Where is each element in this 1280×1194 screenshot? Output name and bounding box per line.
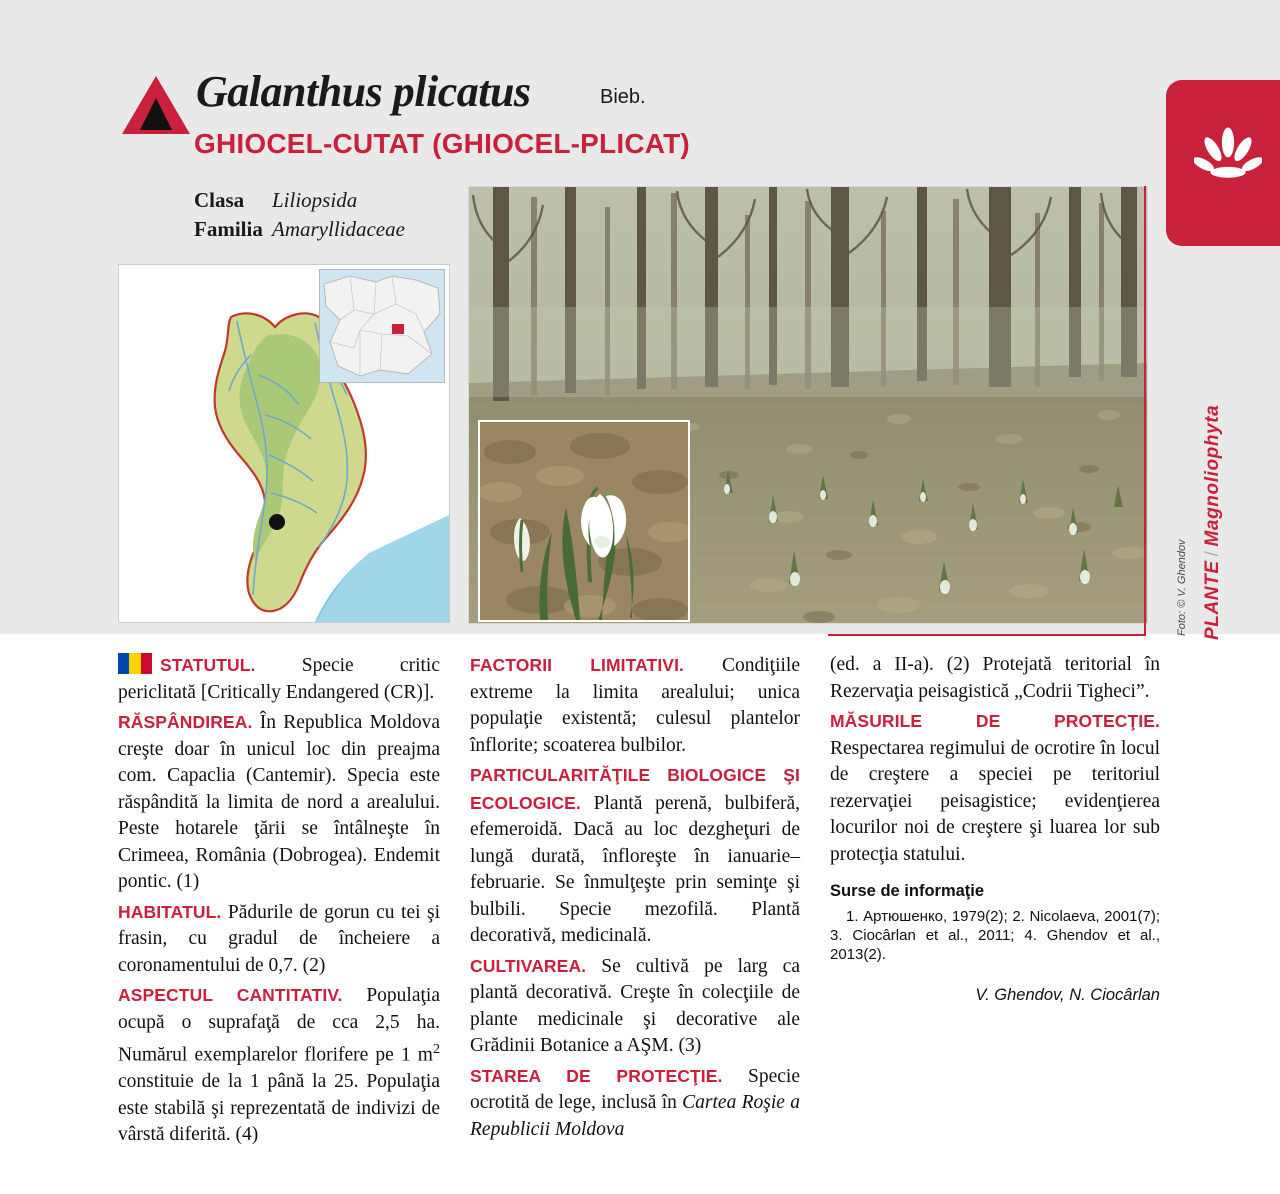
quantitative-label: ASPECTUL CANTITATIV. — [118, 985, 343, 1005]
side-section-plante: PLANTE — [1202, 560, 1223, 640]
class-label: Clasa — [194, 188, 245, 212]
taxonomy-row-family — [194, 217, 405, 246]
status-text: Specie critic periclitată [Critically Endangered (CR)]. — [118, 655, 440, 703]
protection-state-text-part2: (ed. a II-a). (2) Protejată teritorial în Rezervaţia peisagistică „Codrii Tigheci”. — [830, 654, 1160, 702]
paragraph-distribution — [118, 709, 440, 896]
protection-state-label: STAREA DE PROTECŢIE. — [470, 1065, 723, 1086]
family-value: Amaryllidaceae — [272, 217, 405, 241]
protection-measures-text: Respectarea regimului de ocrotire în locul de creştere a speciei pe teritoriul rezervaţiei peisagistice; evidenţierea locurilor noi de creştere şi luarea lor sub protecţia statului. — [830, 737, 1160, 865]
paragraph-habitat — [118, 899, 440, 980]
authors-line: V. Ghendov, N. Ciocârlan — [975, 985, 1160, 1004]
red-triangle-warning-icon — [120, 74, 192, 136]
distribution-label: RĂSPÂNDIREA. — [118, 712, 253, 732]
snowdrop-closeup-photo — [478, 420, 690, 622]
status-label: STATUTUL. — [160, 655, 256, 675]
limiting-factors-label: FACTORII LIMITATIVI. — [470, 655, 684, 675]
distribution-text: În Republica Moldova creşte doar în unicul loc din preajma com. Capaclia (Cantemir). Specia este răspândită la limita de nord a arealului. Peste hotarele ţării se întâlneşte în Crimeea, România (Dobrogea). Endemit pontic. (1) — [118, 712, 441, 892]
paragraph-status — [118, 652, 440, 706]
biological-text: Plantă perenă, bulbiferă, efemeroidă. Dacă au loc dezgheţuri de lungă durată, înfloreşte în ianuarie–februarie. Se înmulţeşte prin seminţe şi bulbili. Specie mezofilă. Plantă decorativă, medicinală. — [470, 792, 800, 946]
biological-label: PARTICULARITĂŢILE BIOLOGICE ŞI ECOLOGICE. — [470, 765, 800, 813]
common-name: GHIOCEL-CUTAT (GHIOCEL-PLICAT) — [194, 128, 690, 159]
quantitative-superscript: 2 — [432, 1041, 440, 1057]
moldova-flag-icon — [118, 653, 152, 674]
protection-measures-label: MĂSURILE DE PROTECŢIE. — [830, 711, 1160, 731]
taxonomy-block — [194, 188, 405, 246]
protection-state-book-title: Cartea Roşie a Republicii Moldova — [470, 1092, 800, 1140]
locality-marker — [269, 514, 285, 530]
inset-highlight-moldova — [392, 324, 404, 334]
side-tab — [1166, 80, 1280, 246]
cultivation-label: CULTIVAREA. — [470, 955, 587, 976]
photo-credit: Foto: © V. Ghendov — [1176, 539, 1188, 636]
scientific-author: Bieb. — [600, 86, 646, 108]
text-column-2 — [470, 652, 800, 1146]
limiting-factors-text: Condiţiile extreme la limita arealului; unica populaţie existentă; culesul plantelor înflorite; scoaterea bulbilor. — [470, 655, 800, 756]
quantitative-text-part1: Populaţia ocupă o suprafaţă de cca 2,5 ha. Numărul exemplarelor florifere pe 1 m — [118, 985, 440, 1066]
paragraph-quantitative — [118, 982, 440, 1149]
cultivation-text: Se cultivă pe larg ca plantă decorativă. Creşte în colecţiile de plante medicinale şi decorative ale Grădinii Botanice a AŞM. (3) — [470, 955, 800, 1056]
side-separator: / — [1202, 550, 1223, 557]
paragraph-biological — [470, 762, 800, 950]
class-value: Liliopsida — [272, 188, 358, 212]
media-divider-horizontal — [828, 634, 1146, 636]
text-column-3 — [830, 652, 1160, 1008]
distribution-map — [118, 264, 450, 623]
paragraph-limiting-factors — [470, 652, 800, 759]
scientific-name: Galanthus plicatus — [196, 67, 531, 116]
quantitative-text-part2: constituie de la 1 până la 25. Populaţia este stabilă şi reprezentată de indivizi de vârstă diferită. (4) — [118, 1071, 440, 1145]
habitat-label: HABITATUL. — [118, 901, 222, 922]
sources-text: 1. Артюшенко, 1979(2); 2. Nicolaeva, 2001(7); 3. Ciocârlan et al., 2011; 4. Ghendov et al., 2013(2). — [830, 907, 1160, 963]
family-label: Familia — [194, 217, 263, 241]
sources-title: Surse de informaţie — [830, 882, 985, 900]
snowdrop-closeup-graphic — [480, 422, 688, 620]
paragraph-protection-state-cont — [830, 652, 1160, 705]
habitat-text: Pădurile de gorun cu tei şi frasin, cu gradul de încheiere a coronamentului de 0,7. (2) — [118, 901, 440, 976]
europe-inset-graphic — [320, 270, 444, 382]
media-divider-vertical — [1144, 186, 1146, 636]
europe-inset-map — [319, 269, 445, 383]
side-section-label — [1196, 240, 1230, 640]
paragraph-cultivation — [470, 953, 800, 1060]
side-division-magnoliophyta: Magnoliophyta — [1202, 404, 1223, 547]
taxonomy-row-class — [194, 188, 405, 217]
paragraph-protection-state — [470, 1063, 800, 1144]
text-column-1 — [118, 652, 440, 1152]
white-leaf-icon — [1194, 122, 1262, 190]
paragraph-protection-measures — [830, 708, 1160, 868]
photo-credit-wrap — [1176, 376, 1194, 636]
protection-state-text-part1: Specie ocrotită de lege, inclusă în — [470, 1065, 801, 1113]
